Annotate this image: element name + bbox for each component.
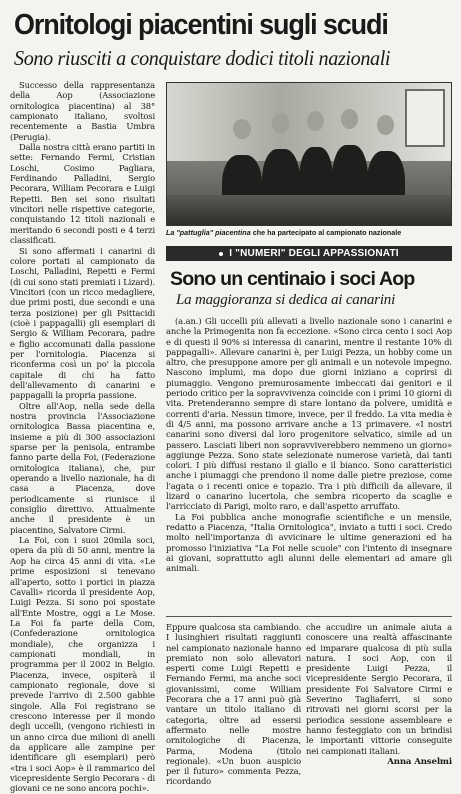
- sidebar-paragraph: che accudire un animale aiuta a conoscere una realtà affascinante ed imparare qualcosa di più sulla natura. I soci Aop, con il presidente Luigi Pezza, il vicepresidente Sergio Pecorara, il presidente Foi Salvatore Cirmi e Severino Tagliaferri, si sono ritrovati nei giorni scorsi per la periodica sessione assembleare e hanno festeggiato con un brindisi le importanti vittorie conseguite nei campionati italiani.: [306, 622, 452, 756]
- article-subheadline: Sono riusciti a conquistare dodici titoli nazionali: [14, 46, 391, 70]
- photo-caption-rest: che ha partecipato al campionato nazionale: [250, 228, 402, 237]
- sidebar-body: [166, 316, 452, 617]
- sidebar-section-band: [166, 246, 452, 261]
- sidebar-subheadline: La maggioranza si dedica ai canarini: [176, 292, 396, 308]
- sidebar-final-column: [306, 622, 452, 767]
- article-headline: Ornitologi piacentini sugli scudi: [14, 9, 388, 41]
- photo-caption-lead: La "pattuglia" piacentina: [166, 228, 251, 237]
- photo-person-head: [307, 111, 324, 131]
- group-photo: [166, 82, 452, 226]
- article-paragraph: Successo della rappresentanza della Aop (Associazione ornitologica piacentina) al 38° campionato italiano, svoltosi recentemente a Bastia Umbra (Perugia).: [10, 80, 155, 142]
- sidebar-paragraph: Eppure qualcosa sta cambiando. I lusinghieri risultati raggiunti nel campionato nazionale hanno premiato non solo allevatori esperti come Luigi Repetti e Fernando Fermi, ma anche soci giovanissimi, come William Pecorara che a 17 anni può già vantare un titolo italiano di categoria, oltre ad essersi affermato nelle mostre ornitologiche di Piacenza, Parma, Modena (titolo regionale). «Un buon auspicio per il futuro» commenta Pezza, ricordando: [166, 622, 301, 787]
- photo-window: [405, 89, 445, 147]
- sidebar-continued-column: [166, 622, 301, 787]
- byline: Anna Anselmi: [387, 756, 452, 767]
- photo-person-head: [233, 119, 251, 139]
- article-paragraph: La Foi, con i suoi 20mila soci, opera da più di 50 anni, mentre la Aop ha circa 45 anni di vita. «Le prime esposizioni si tenevano all'aperto, sotto i portici in piazza Cavalli» ricorda il presidente Aop, Luigi Pezza. Si sono poi spostate all'Ente Mostre, oggi a Le Mose. La Foi fa parte della Com, (Confederazione ornitologica mondiale), che organizza i campionati mondiali, in programma per il 2002 in Belgio. Piacenza, invece, ospiterà il campionato regionale, dove si prevede l'arrivo di 2.500 gabbie singole. Alla Foi registrano se crescono interesse per il mondo degli uccelli, (vengono richiesti in un anno circa due milioni di anelli da applicare alle zampine per identificare gli esemplari) però «tra i soci Aop» è il rammarico del vicepresidente Sergio Pecorara - di giovani ce ne sono ancora pochi».: [10, 535, 155, 794]
- article-body-column: [10, 80, 155, 794]
- photo-table: [167, 195, 451, 225]
- article-paragraph: Dalla nostra città erano partiti in sette: Fernando Fermi, Cristian Loschi, Cosimo Pagliara, Ferdinando Palladini, Sergio Pecorara, William Pecorara e Luigi Repetti. Ben sei sono risultati vincitori nelle rispettive categorie, conquistando 12 titoli nazionali e meritando 6 secondi posti e 4 terzi classificati.: [10, 142, 155, 246]
- sidebar-paragraph: La Foi pubblica anche monografie scientifiche e un mensile, redatto a Piacenza, "Italia Ornitologica", inviato a tutti i soci. Credo molto nell'importanza di avvicinare le ultime generazioni ed ha promosso l'iniziativa "La Foi nelle scuole" con l'intento di insegnare ai giovani, soprattutto agli alunni delle elementari ad amare gli animali.: [166, 511, 452, 574]
- sidebar-band-label: I "NUMERI" DEGLI APPASSIONATI: [229, 248, 399, 259]
- bullet-icon: [219, 252, 223, 256]
- article-paragraph: Si sono affermati i canarini di colore portati al campionato da Loschi, Palladini, Repetti e Fermi (di cui sono stati premiati i Lizard). Vincitori (con un ricco medagliere, due primi posti, due secondi e una terza posizione) per gli Psittacidi (cioè i pappagalli) gli esemplari di Sergio & William Pecorara, padre e figlio accomunati dalla passione per l'ornitologia. Piacenza si riconferma così un po' la piccola capitale di chi ha fatto dell'allevamento di canarini e pappagalli la propria passione.: [10, 245, 155, 401]
- photo-caption: [166, 228, 452, 237]
- photo-person-head: [377, 115, 394, 135]
- sidebar-paragraph: (a.an.) Gli uccelli più allevati a livello nazionale sono i canarini e anche la Primogenita non fa eccezione. «Sono circa cento i soci Aop e di questi il 90% si interessa di canarini, mentre il restante 10% di pappagalli». Allevare canarini è, per Luigi Pezza, un hobby come un altro, che presuppone amore per gli animali e un notevole impegno. Nascono implumi, ma dopo due giorni iniziano a coprirsi di piumaggio. Vengono premurosamente imbeccati dai genitori e il periodo critico per la sopravvivenza coincide con i primi 10 giorni di vita. Pretenderanno sempre di stare lontano da polvere, umidità e correnti d'aria. Nessun timore, invece, per il freddo. La vita media è di 4/5 anni, ma possono arrivare anche a 13 primavere. «I nostri canarini sono diversi dal loro progenitore selvatico, simile ad un passero. Lasciati liberi non sopravviverebbero nemmeno un giorno» aggiunge Pezza. Sono state selezionate numerose varietà, dai tanti colori. I più diffusi restano il giallo e il bianco. Sono caratteristici anche i piumaggi che prendono il nome dalle pietre preziose, come l'agata o i recenti onice e topazio. Tra i più difficili da allevare, il lizard o canarino lucertola, che sembra ricoperto da scaglie e l'arricciato di Parigi, molto raro, e dall'aspetto arruffato.: [166, 316, 452, 512]
- photo-person-head: [341, 109, 358, 129]
- article-paragraph: Oltre all'Aop, nella sede della nostra provincia l'Associazione ornitologica Bassa piacentina e, insieme a più di 300 associazioni sparse per la penisola, entrambe fanno parte della Foi, (Federazione ornitologica italiana), che, pur operando a livello nazionale, ha di casa a Piacenza, dove periodicamente si riunisce il consiglio direttivo. Attualmente anche il presidente è un piacentino, Salvatore Cirmi.: [10, 400, 155, 535]
- photo-person-head: [272, 113, 289, 133]
- sidebar-headline: Sono un centinaio i soci Aop: [170, 268, 415, 290]
